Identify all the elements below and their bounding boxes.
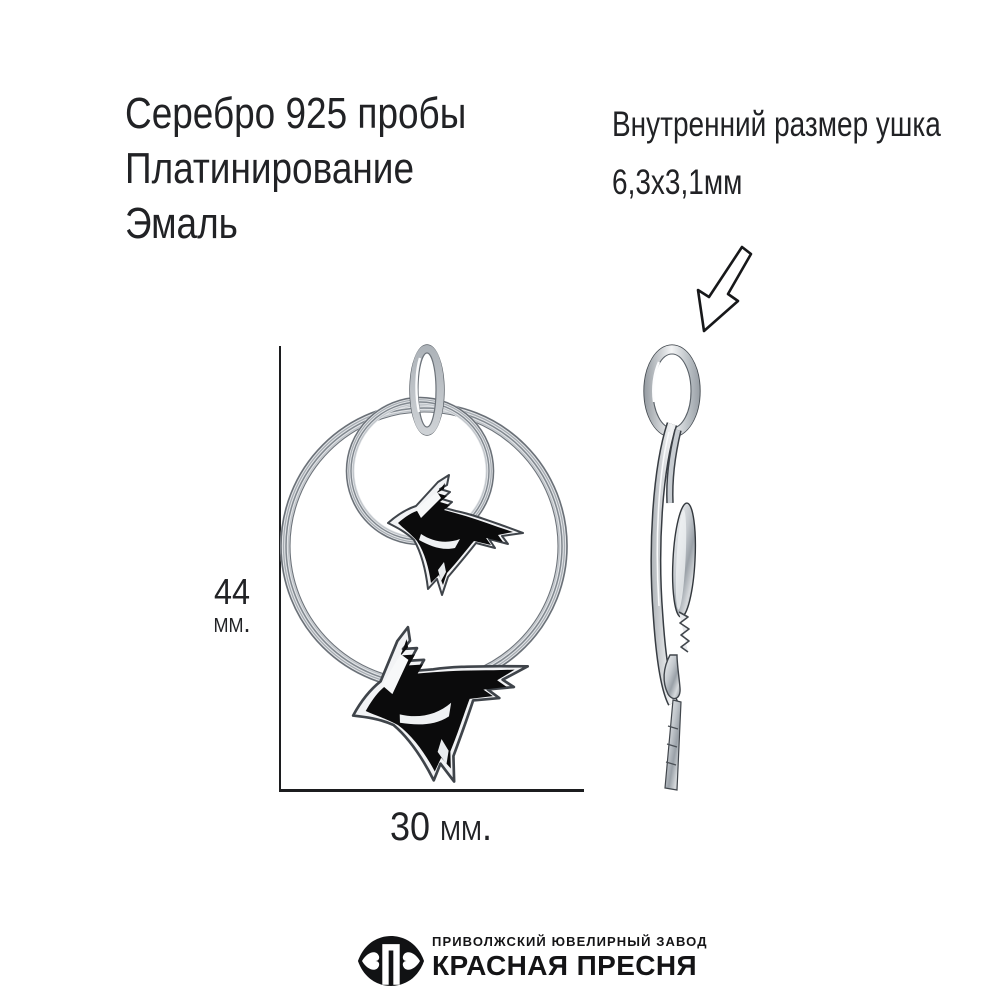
side-profile (656, 424, 698, 790)
ear-size-text (612, 96, 941, 212)
brand-logo (356, 928, 708, 994)
ear-size-value: 6,3x3,1мм (612, 163, 743, 202)
materials-text (125, 86, 466, 251)
brand-name: КРАСНАЯ ПРЕСНЯ (432, 950, 698, 981)
pendant-side-view-image (625, 235, 765, 805)
pendant-front-view-image (250, 335, 600, 805)
brand-logo-icon (356, 932, 426, 990)
swallow-icon-top (388, 475, 523, 595)
arrow-icon (698, 247, 751, 331)
side-bail (644, 345, 700, 437)
width-dimension-label: 30 мм. (389, 805, 493, 849)
ear-size-label: Внутренний размер ушка (612, 105, 941, 144)
swallow-icon-bottom (331, 593, 556, 805)
factory-name: ПРИВОЛЖСКИЙ ЮВЕЛИРНЫЙ ЗАВОД (432, 934, 708, 949)
material-line-platinum: Платинирование (125, 144, 415, 193)
material-line-silver: Серебро 925 пробы (125, 89, 467, 138)
height-dimension-label: 44 мм. (213, 571, 251, 638)
material-line-enamel: Эмаль (125, 199, 238, 248)
bail (410, 345, 444, 435)
